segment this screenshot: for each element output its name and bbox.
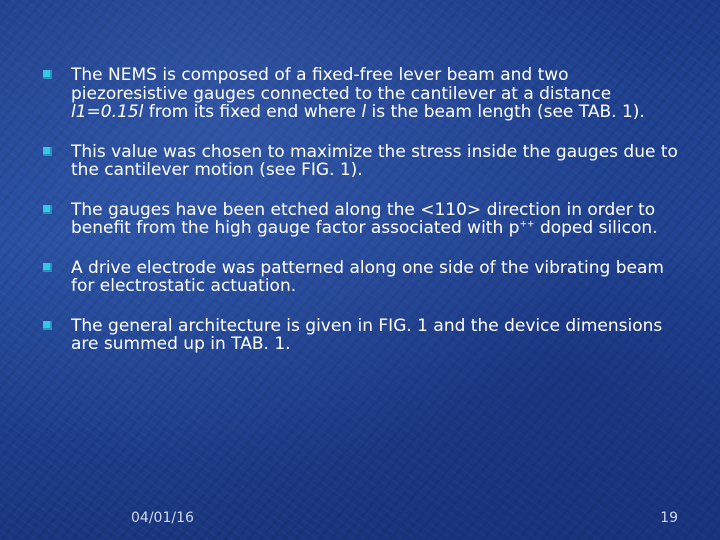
slide-number: 19 xyxy=(660,510,678,526)
formula-l1: l1=0.15l xyxy=(71,102,144,122)
square-bullet-icon xyxy=(43,263,52,272)
bullet-text: The gauges have been etched along the <110> direction in order to benefit from the high gauge factor associated with p++ doped silicon. xyxy=(71,199,658,238)
bullet-text: A drive electrode was patterned along one side of the vibrating beam for electrostatic actuation. xyxy=(71,257,664,296)
bullet-item xyxy=(40,143,680,180)
square-bullet-icon xyxy=(43,147,52,156)
bullet-item xyxy=(40,259,680,296)
bullet-text: The general architecture is given in FIG. 1 and the device dimensions are summed up in TAB. 1. xyxy=(71,315,663,354)
footer-date: 04/01/16 xyxy=(131,510,194,526)
square-bullet-icon xyxy=(43,205,52,214)
bullet-item xyxy=(40,201,680,238)
bullet-text: The NEMS is composed of a fixed-free lever beam and two piezoresistive gauges connected to the cantilever at a distance l1=0.15l from its fixed end where l is the beam length (see TAB. 1). xyxy=(71,65,645,122)
bullet-text: This value was chosen to maximize the stress inside the gauges due to the cantilever motion (see FIG. 1). xyxy=(71,141,678,180)
symbol-l: l xyxy=(361,102,367,122)
square-bullet-icon xyxy=(43,70,52,79)
square-bullet-icon xyxy=(43,321,52,330)
bullet-item xyxy=(40,317,680,354)
superscript: ++ xyxy=(519,219,535,230)
bullet-list xyxy=(40,66,680,375)
bullet-item xyxy=(40,66,680,122)
